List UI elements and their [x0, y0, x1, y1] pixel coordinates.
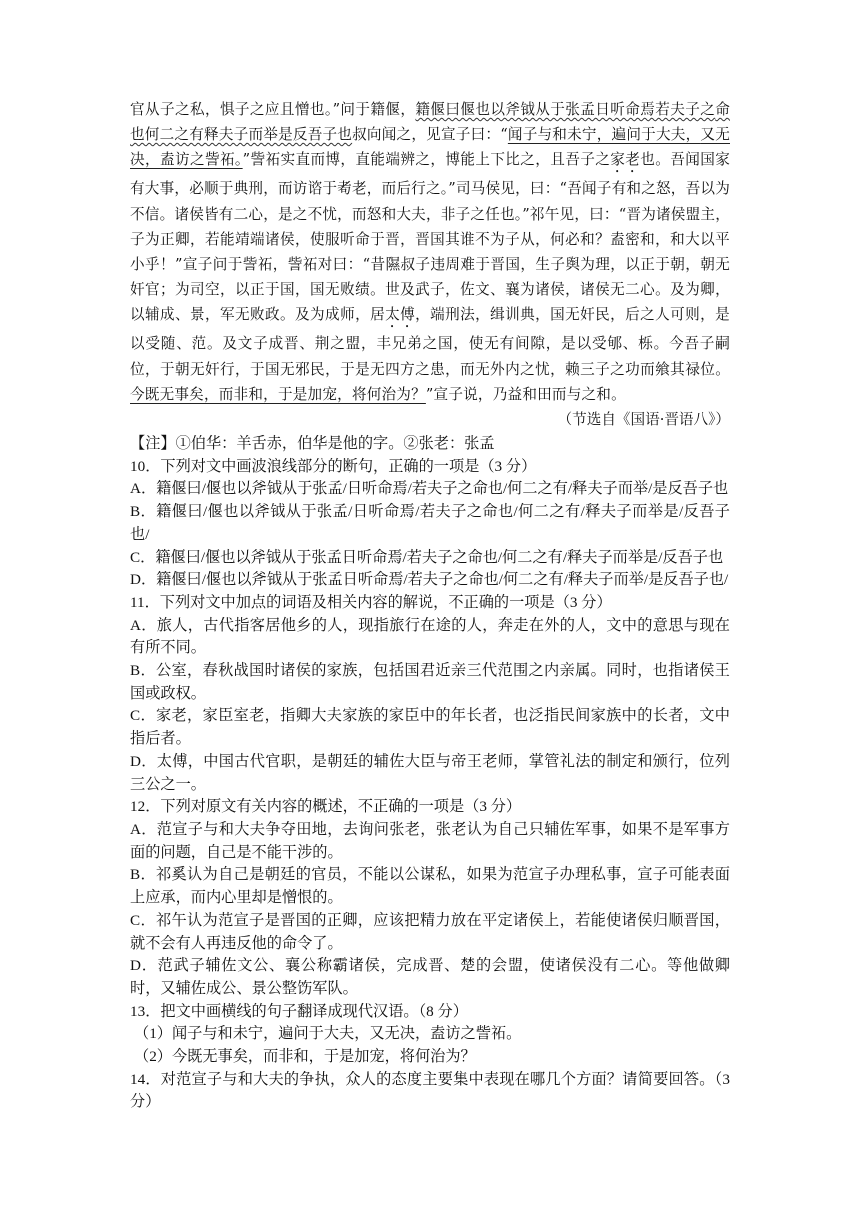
question-11: [130, 592, 730, 796]
passage-text-segment: 官从子之私，惧子之应且憎也。”问于籍偃，: [130, 101, 416, 118]
passage-text-segment: ，端刑法，缉训典，国无奸民，后之人: [415, 306, 671, 324]
passage-text-segment: 国家有大事，必顺于典刑，而访谘于耇老，而后行之。”司马侯见，曰：“吾闻子有和之怒，: [130, 151, 730, 198]
underlined-sentence-2: 今既无事矣，而非和，于是加宠，将何治为？: [130, 385, 426, 403]
question-stem: 13．把文中画横线的句子翻译成现代汉语。（8 分）: [130, 1002, 468, 1020]
option-d: D．范武子辅佐文公、襄公称霸诸侯，完成晋、楚的会盟，使诸侯没有二心。等他做卿时，又辅佐成公、景公整饬军队。: [130, 957, 730, 997]
option-a: A．范宣子与和大夫争夺田地，去询问张老，张老认为自己只辅佐军事，如果不是军事方面的问题，自己是不能干涉的。: [130, 820, 730, 861]
exam-page: [130, 97, 730, 1114]
question-stem: 11．下列对文中加点的词语及相关内容的解说，不正确的一项是（3 分）: [130, 593, 612, 611]
dotted-term-taifu: 太傅: [385, 306, 416, 324]
passage-text-segment: 禄位。: [685, 360, 730, 378]
passage-text-segment: 侯盟主，子为正卿，若能靖端诸侯，使服听命于晋，晋国其谁不为子从，何必和？盍密和，: [130, 205, 730, 248]
questions-section: [130, 433, 730, 1114]
option-b: B．祁奚认为自己是朝廷的官员，不能以公谋私，如果为范宣子办理私事，宣子可能表面上应承，而内心里却是憎恨的。: [130, 866, 730, 907]
passage-text-segment: 及为卿，以辅成、景，军无败政。及为成师，居: [130, 281, 730, 324]
wavy-underlined-sentence: 籍偃曰偃也以斧钺从于张孟日听命焉若夫子之命也何二之有释夫子而举是反吾子也: [130, 101, 730, 144]
question-stem: 10．下列对文中画波浪线部分的断句，正确的一项是（3 分）: [130, 457, 537, 475]
passage-text-segment: ”宣子说，乃益和田而与之和。: [425, 385, 626, 403]
translation-item-1: （1）闻子与和未宁，遍问于大夫，又无决，盍访之訾祏。: [134, 1025, 522, 1043]
dotted-term-jialao: 家老: [610, 151, 641, 169]
question-stem: 12．下列对原文有关内容的概述，不正确的一项是（3 分）: [130, 798, 522, 816]
question-stem: 14．对范宣子与和大夫的争执，众人的态度主要集中表现在哪几个方面？请简要回答。（3 分）: [130, 1070, 730, 1111]
option-c: C．家老，家臣室老，指卿大夫家族的家臣中的年长者，也泛指民间家族中的长者，文中指后者。: [130, 707, 730, 748]
underlined-sentence-1: 闻子与和未宁，遍问于大夫，又无决，盍访之訾祏。: [130, 126, 730, 169]
option-d: D．籍偃曰/偃也以斧钺从于张孟日听命焉/若夫子之命也/何二之有/释夫子而举/是反吾子也/: [130, 571, 729, 589]
question-12: [130, 796, 730, 1000]
option-c: C．祁午认为范宣子是晋国的正卿，应该把精力放在平定诸侯上，若能使诸侯归顺晋国，就不会有人再违反他的命令了。: [130, 911, 730, 952]
passage-text-segment: 叔向闻之，见宣子曰：“: [352, 126, 508, 144]
option-a: A．旅人，古代指客居他乡的人，现指旅行在途的人，奔走在外的人，文中的意思与现在有所不同。: [130, 616, 730, 657]
passage-text-segment: 可则，是以受随、范。及文子成晋、荆之盟，丰兄弟之国，使无有间隙，是以受郇、栎。今: [130, 306, 730, 353]
option-d: D．太傅，中国古代官职，是朝廷的辅佐大臣与帝王老师，掌管礼法的制定和颁行，位列三公之一。: [130, 752, 730, 793]
option-b: B．公室，春秋战国时诸侯的家族，包括国君近亲三代范围之内亲属。同时，也指诸侯王国或政权。: [130, 662, 730, 702]
option-b: B．籍偃曰/偃也以斧钺从于张孟/日听命焉/若夫子之命也/何二之有/释夫子而举是/反吾子也/: [130, 503, 730, 543]
question-14: [130, 1069, 730, 1114]
passage-text: [130, 97, 730, 407]
translation-item-2: （2）今既无事矣，而非和，于是加宠，将何治为？: [134, 1048, 476, 1066]
source-citation: （节选自《国语·晋语八》）: [557, 411, 730, 429]
passage-text-segment: 吾以为不信。诸侯皆有二心，是之不忧，而怒和大夫，非子之任也。”祁午见，曰：“晋为诸: [130, 180, 730, 223]
passage-text-segment: 和大以平小乎！”宣子问于訾祏，訾祏对曰：“昔隰叔子违周难于晋国，生子舆为理，以正于: [130, 230, 730, 274]
passage-text-segment: 吾子嗣位，于朝无奸行，于国无邪民，于是无四方之患，而无外内之忧，赖三子之功而飨其: [130, 335, 730, 378]
annotation-note: 【注】①伯华：羊舌赤，伯华是他的字。②张老：张孟: [130, 435, 495, 453]
passage-text-segment: 朝，朝无奸官；为司空，以正于国，国无败绩。世及武子，佐文、襄为诸侯，诸侯无二心。: [130, 256, 730, 299]
option-c: C．籍偃曰/偃也以斧钺从于张孟日听命焉/若夫子之命也/何二之有/释夫子而举是/反吾子也: [130, 548, 724, 566]
passage-text-segment: 也。吾闻: [640, 151, 701, 169]
passage-paragraph: [130, 97, 730, 407]
option-a: A．籍偃曰/偃也以斧钺从于张孟/日听命焉/若夫子之命也/何二之有/释夫子而举/是反吾子也: [130, 480, 729, 498]
question-13: [130, 1001, 730, 1069]
passage-text-segment: ”訾祏实直而博，直能端辨之，博能上下比之，且吾子之: [242, 151, 611, 169]
question-10: [130, 456, 730, 592]
